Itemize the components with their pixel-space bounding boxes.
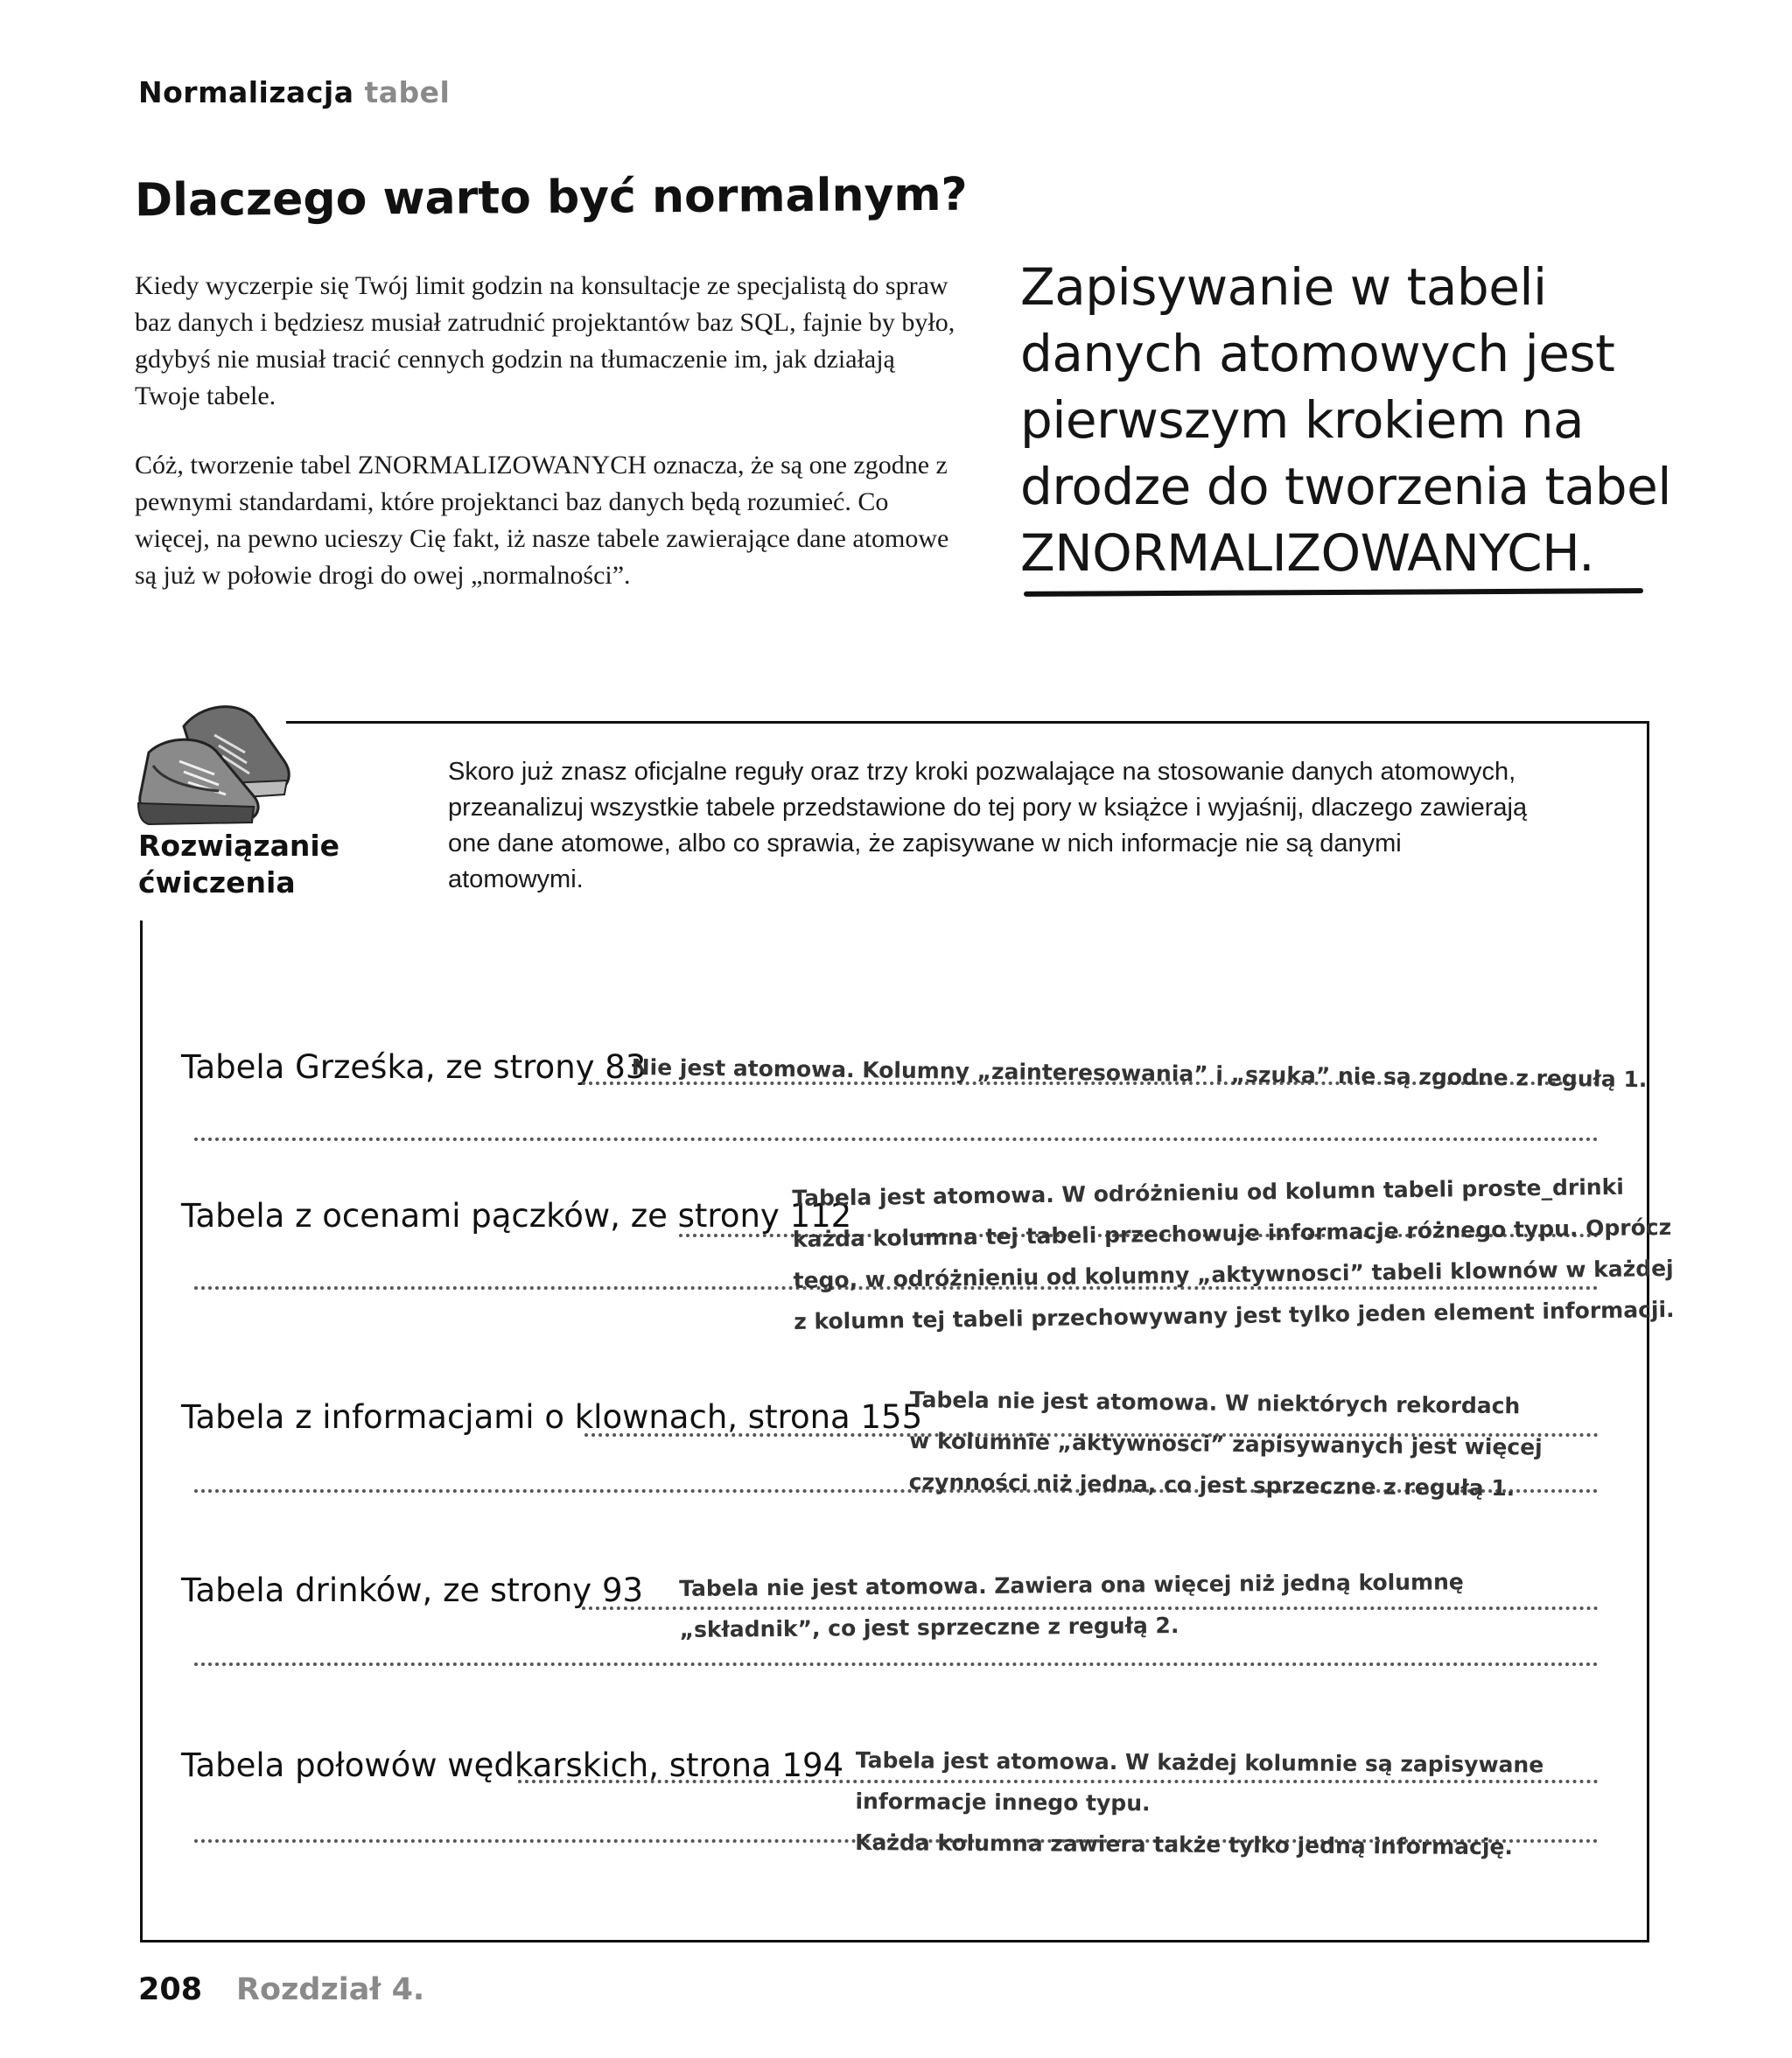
row-label-3: Tabela z informacjami o klownach, strona 155 — [181, 1398, 923, 1436]
answer-line: tego, w odróżnieniu od kolumny „aktywnosci” tabeli klownów w każdej — [793, 1255, 1674, 1293]
running-head — [138, 75, 450, 109]
answer-line: Nie jest atomowa. Kolumny „zainteresowania” i „szuka” nie są zgodne z regułą 1. — [631, 1054, 1648, 1093]
row-4-answer — [679, 1561, 1464, 1650]
row-label-2: Tabela z ocenami pączków, ze strony 112 — [181, 1197, 852, 1235]
row-5-answer — [855, 1740, 1544, 1867]
answer-line: Tabela jest atomowa. W każdej kolumnie są zapisywane — [855, 1746, 1544, 1778]
sneakers-icon — [131, 700, 298, 830]
answer-line: informacje innego typu. — [855, 1788, 1151, 1816]
row-3-answer — [909, 1379, 1544, 1509]
section-title: Dlaczego warto być normalnym? — [134, 168, 968, 228]
answer-line: Tabela nie jest atomowa. Zawiera ona więcej niż jedną kolumnę — [679, 1569, 1464, 1601]
row-2-answer — [792, 1166, 1675, 1342]
exercise-label-line-2: ćwiczenia — [138, 865, 296, 900]
exercise-label — [138, 828, 340, 901]
exercise-instruction: Skoro już znasz oficjalne reguły oraz trzy kroki pozwalające na stosowanie danych atomowych, przeanalizuj wszystkie tabele przedstawione do tej pory w książce i wyjaśnij, dlaczego zawierają one dane atomowe, albo co sprawia, że zapisywane w nich informacje nie są danymi atomowymi. — [448, 758, 1528, 893]
chapter-label: Rozdział 4. — [236, 1972, 425, 2007]
row-label-5: Tabela połowów wędkarskich, strona 194 — [181, 1746, 844, 1784]
exercise-frame-right — [1647, 721, 1649, 1942]
callout-handwritten: Zapisywanie w tabeli danych atomowych jest pierwszym krokiem na drodze do tworzenia tabel ZNORMALIZOWANYCH. — [1020, 257, 1671, 583]
row-label-1: Tabela Grześka, ze strony 83 — [181, 1048, 647, 1086]
exercise-label-line-1: Rozwiązanie — [138, 829, 340, 863]
answer-line: czynności niż jedna, co jest sprzeczne z regułą 1. — [908, 1468, 1516, 1502]
body-paragraph-1: Kiedy wyczerpie się Twój limit godzin na konsultacje ze specjalistą do spraw baz danych i będziesz musiał zatrudnić projektantów baz SQL, fajnie by było, gdybyś nie musiał tracić cennych godzin na tłumaczenie im, jak działają Twoje tabele. — [135, 271, 956, 410]
row-4-dotted-line-2 — [194, 1662, 1599, 1666]
page-number: 208 — [138, 1972, 203, 2007]
exercise-frame-bottom — [140, 1940, 1649, 1942]
body-paragraph-2: Cóż, tworzenie tabel ZNORMALIZOWANYCH oznacza, że są one zgodne z pewnymi standardami, które projektanci baz danych będą rozumieć. Co więcej, na pewno ucieszy Cię fakt, iż nasze tabele zawierające dane atomowe są już w połowie drogi do owej „normalności”. — [135, 451, 949, 590]
row-1-dotted-line-2 — [194, 1138, 1599, 1141]
answer-line: w kolumnie „aktywnosci” zapisywanych jest więcej — [909, 1427, 1543, 1460]
answer-line: Tabela nie jest atomowa. W niektórych rekordach — [909, 1386, 1521, 1419]
exercise-frame-top — [286, 721, 1649, 724]
answer-line: każda kolumna tej tabeli przechowuje informacje różnego typu. Oprócz — [792, 1214, 1672, 1252]
answer-line: z kolumn tej tabeli przechowywany jest tylko jeden element informacji. — [794, 1296, 1675, 1334]
callout-underline — [1024, 588, 1643, 597]
row-label-4: Tabela drinków, ze strony 93 — [181, 1572, 644, 1609]
answer-line: Każda kolumna zawiera także tylko jedną informację. — [855, 1829, 1513, 1860]
running-head-chapter: Normalizacja — [138, 75, 354, 109]
answer-line: Tabela jest atomowa. W odróżnieniu od kolumn tabeli proste_drinki — [792, 1173, 1625, 1211]
running-head-topic: tabel — [364, 75, 451, 109]
exercise-frame-left — [140, 920, 143, 1942]
answer-line: „składnik”, co jest sprzeczne z regułą 2. — [679, 1613, 1180, 1642]
row-1-answer — [631, 1046, 1647, 1100]
